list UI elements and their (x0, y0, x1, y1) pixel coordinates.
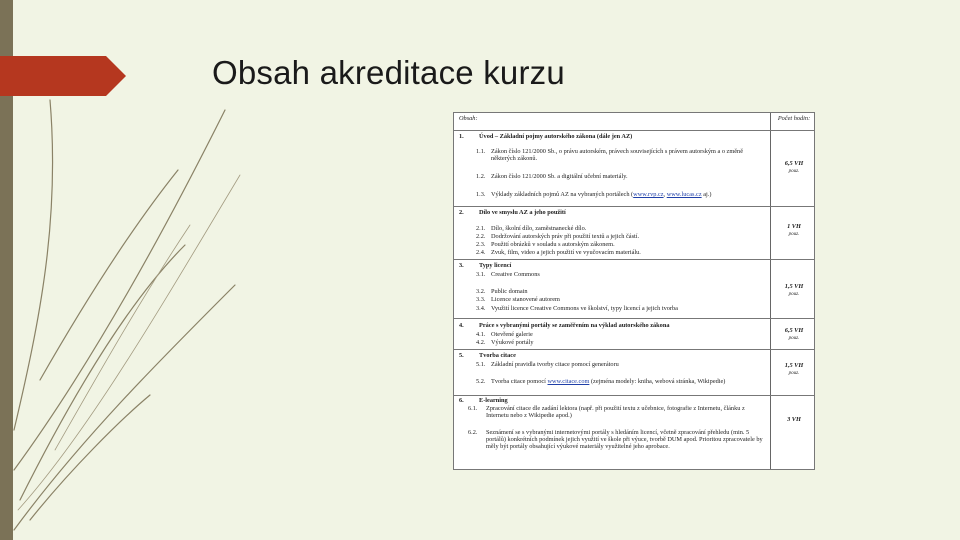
item-2-2-text: Dodržování autorských práv při použití textů a jejich částí. (491, 233, 640, 240)
section-2-hours: 1 VH (787, 223, 801, 230)
item-4-2-number: 4.2. (476, 339, 486, 346)
section-1-hours-unit: pouz. (788, 169, 800, 174)
section-6-title: E-learning (479, 397, 508, 404)
item-1-1-number: 1.1. (476, 148, 486, 155)
lucas-link[interactable]: www.lucas.cz (666, 191, 702, 198)
section-5-title: Tvorba citace (479, 352, 516, 359)
item-5-1-text: Základní pravidla tvorby citace pomocí generátoru (491, 361, 619, 368)
item-5-1-number: 5.1. (476, 361, 486, 368)
item-2-4-number: 2.4. (476, 249, 486, 256)
item-3-3-number: 3.3. (476, 296, 486, 303)
item-1-2-text: Zákon číslo 121/2000 Sb. a digitální učební materiály. (491, 173, 628, 180)
section-6-hours: 3 VH (787, 416, 801, 423)
item-3-2-text: Public domain (491, 288, 528, 295)
section-4-hours-unit: pouz. (788, 336, 800, 341)
item-2-3-text: Použití obrázků v souladu s autorským zákonem. (491, 241, 615, 248)
section-4-title: Práce s vybranými portály se zaměřením na výklad autorského zákona (479, 322, 670, 329)
item-2-3-number: 2.3. (476, 241, 486, 248)
item-3-1-text: Creative Commons (491, 271, 540, 278)
item-1-3-text: Výklady základních pojmů AZ na vybraných portálech (www.rvp.cz, www.lucas.cz aj.) (491, 191, 712, 198)
section-4-number: 4. (459, 322, 464, 329)
column-divider (770, 113, 771, 469)
header-hours: Počet hodin: (777, 115, 811, 122)
section-3-number: 3. (459, 262, 464, 269)
item-3-3-text: Licence stanovené autorem (491, 296, 560, 303)
header-topic: Obsah: (459, 115, 478, 122)
item-3-4-text: Využití licence Creative Commons ve školství, typy licencí a jejich tvorba (491, 305, 678, 312)
section-1-hours: 6,5 VH (784, 160, 804, 167)
section-2-hours-unit: pouz. (788, 232, 800, 237)
header-divider (454, 130, 814, 131)
item-4-1-text: Otevřené galerie (491, 331, 533, 338)
item-1-2-number: 1.2. (476, 173, 486, 180)
section-2-title: Dílo ve smyslu AZ a jeho použití (479, 209, 566, 216)
item-2-4-text: Zvuk, film, video a jejich použití ve vyučovacím materiálu. (491, 249, 641, 256)
item-6-1-text: Zpracování citace dle zadání lektora (např. při použití textu z učebnice, fotografie z Internetu, článku z Internetu nebo z Wikipedie apod.) (486, 405, 745, 420)
section-5-divider (454, 395, 814, 396)
section-1-number: 1. (459, 133, 464, 140)
item-1-3-number: 1.3. (476, 191, 486, 198)
rvp-link[interactable]: www.rvp.cz (633, 191, 664, 198)
item-4-2-text: Výukové portály (491, 339, 534, 346)
section-5-number: 5. (459, 352, 464, 359)
item-6-2-number: 6.2. (468, 429, 478, 436)
item-5-2-text: Tvorba citace pomocí www.citace.com (zejména modely: kniha, webová stránka, Wikipedie) (491, 378, 726, 385)
item-1-1-text: Zákon číslo 121/2000 Sb., o právu autorském, právech souvisejících s právem autorským a o změně některých zákonů. (491, 148, 743, 163)
section-3-divider (454, 318, 814, 319)
section-3-title: Typy licencí (479, 262, 512, 269)
section-2-divider (454, 259, 814, 260)
citace-link[interactable]: www.citace.com (547, 378, 590, 385)
accreditation-document (453, 112, 815, 470)
item-6-1-number: 6.1. (468, 405, 478, 412)
section-1-divider (454, 206, 814, 207)
item-3-4-number: 3.4. (476, 305, 486, 312)
item-2-2-number: 2.2. (476, 233, 486, 240)
section-3-hours: 1,5 VH (784, 283, 804, 290)
item-4-1-number: 4.1. (476, 331, 486, 338)
section-4-divider (454, 349, 814, 350)
title-accent-arrow (0, 56, 126, 96)
item-5-2-number: 5.2. (476, 378, 486, 385)
section-4-hours: 6,5 VH (784, 327, 804, 334)
item-2-1-text: Dílo, školní dílo, zaměstnanecké dílo. (491, 225, 587, 232)
section-3-hours-unit: pouz. (788, 292, 800, 297)
section-5-hours: 1,5 VH (784, 362, 804, 369)
section-6-number: 6. (459, 397, 464, 404)
section-2-number: 2. (459, 209, 464, 216)
item-3-2-number: 3.2. (476, 288, 486, 295)
slide-title: Obsah akreditace kurzu (212, 54, 565, 91)
section-1-title: Úvod – Základní pojmy autorského zákona (dále jen AZ) (479, 133, 633, 140)
item-2-1-number: 2.1. (476, 225, 486, 232)
section-5-hours-unit: pouz. (788, 371, 800, 376)
item-3-1-number: 3.1. (476, 271, 486, 278)
item-6-2-text: Seznámení se s vybranými internetovými portály s hledáním licencí, včetně zpracování přehledu (min. 5 portálů) konkrétních podmínek jejich využití ve škole při výuce, tvorbě DUM apod. Prioritou zpracovatele by měly být portály obsahující výukové materiály využitelné jeho aprobace. (486, 429, 763, 451)
